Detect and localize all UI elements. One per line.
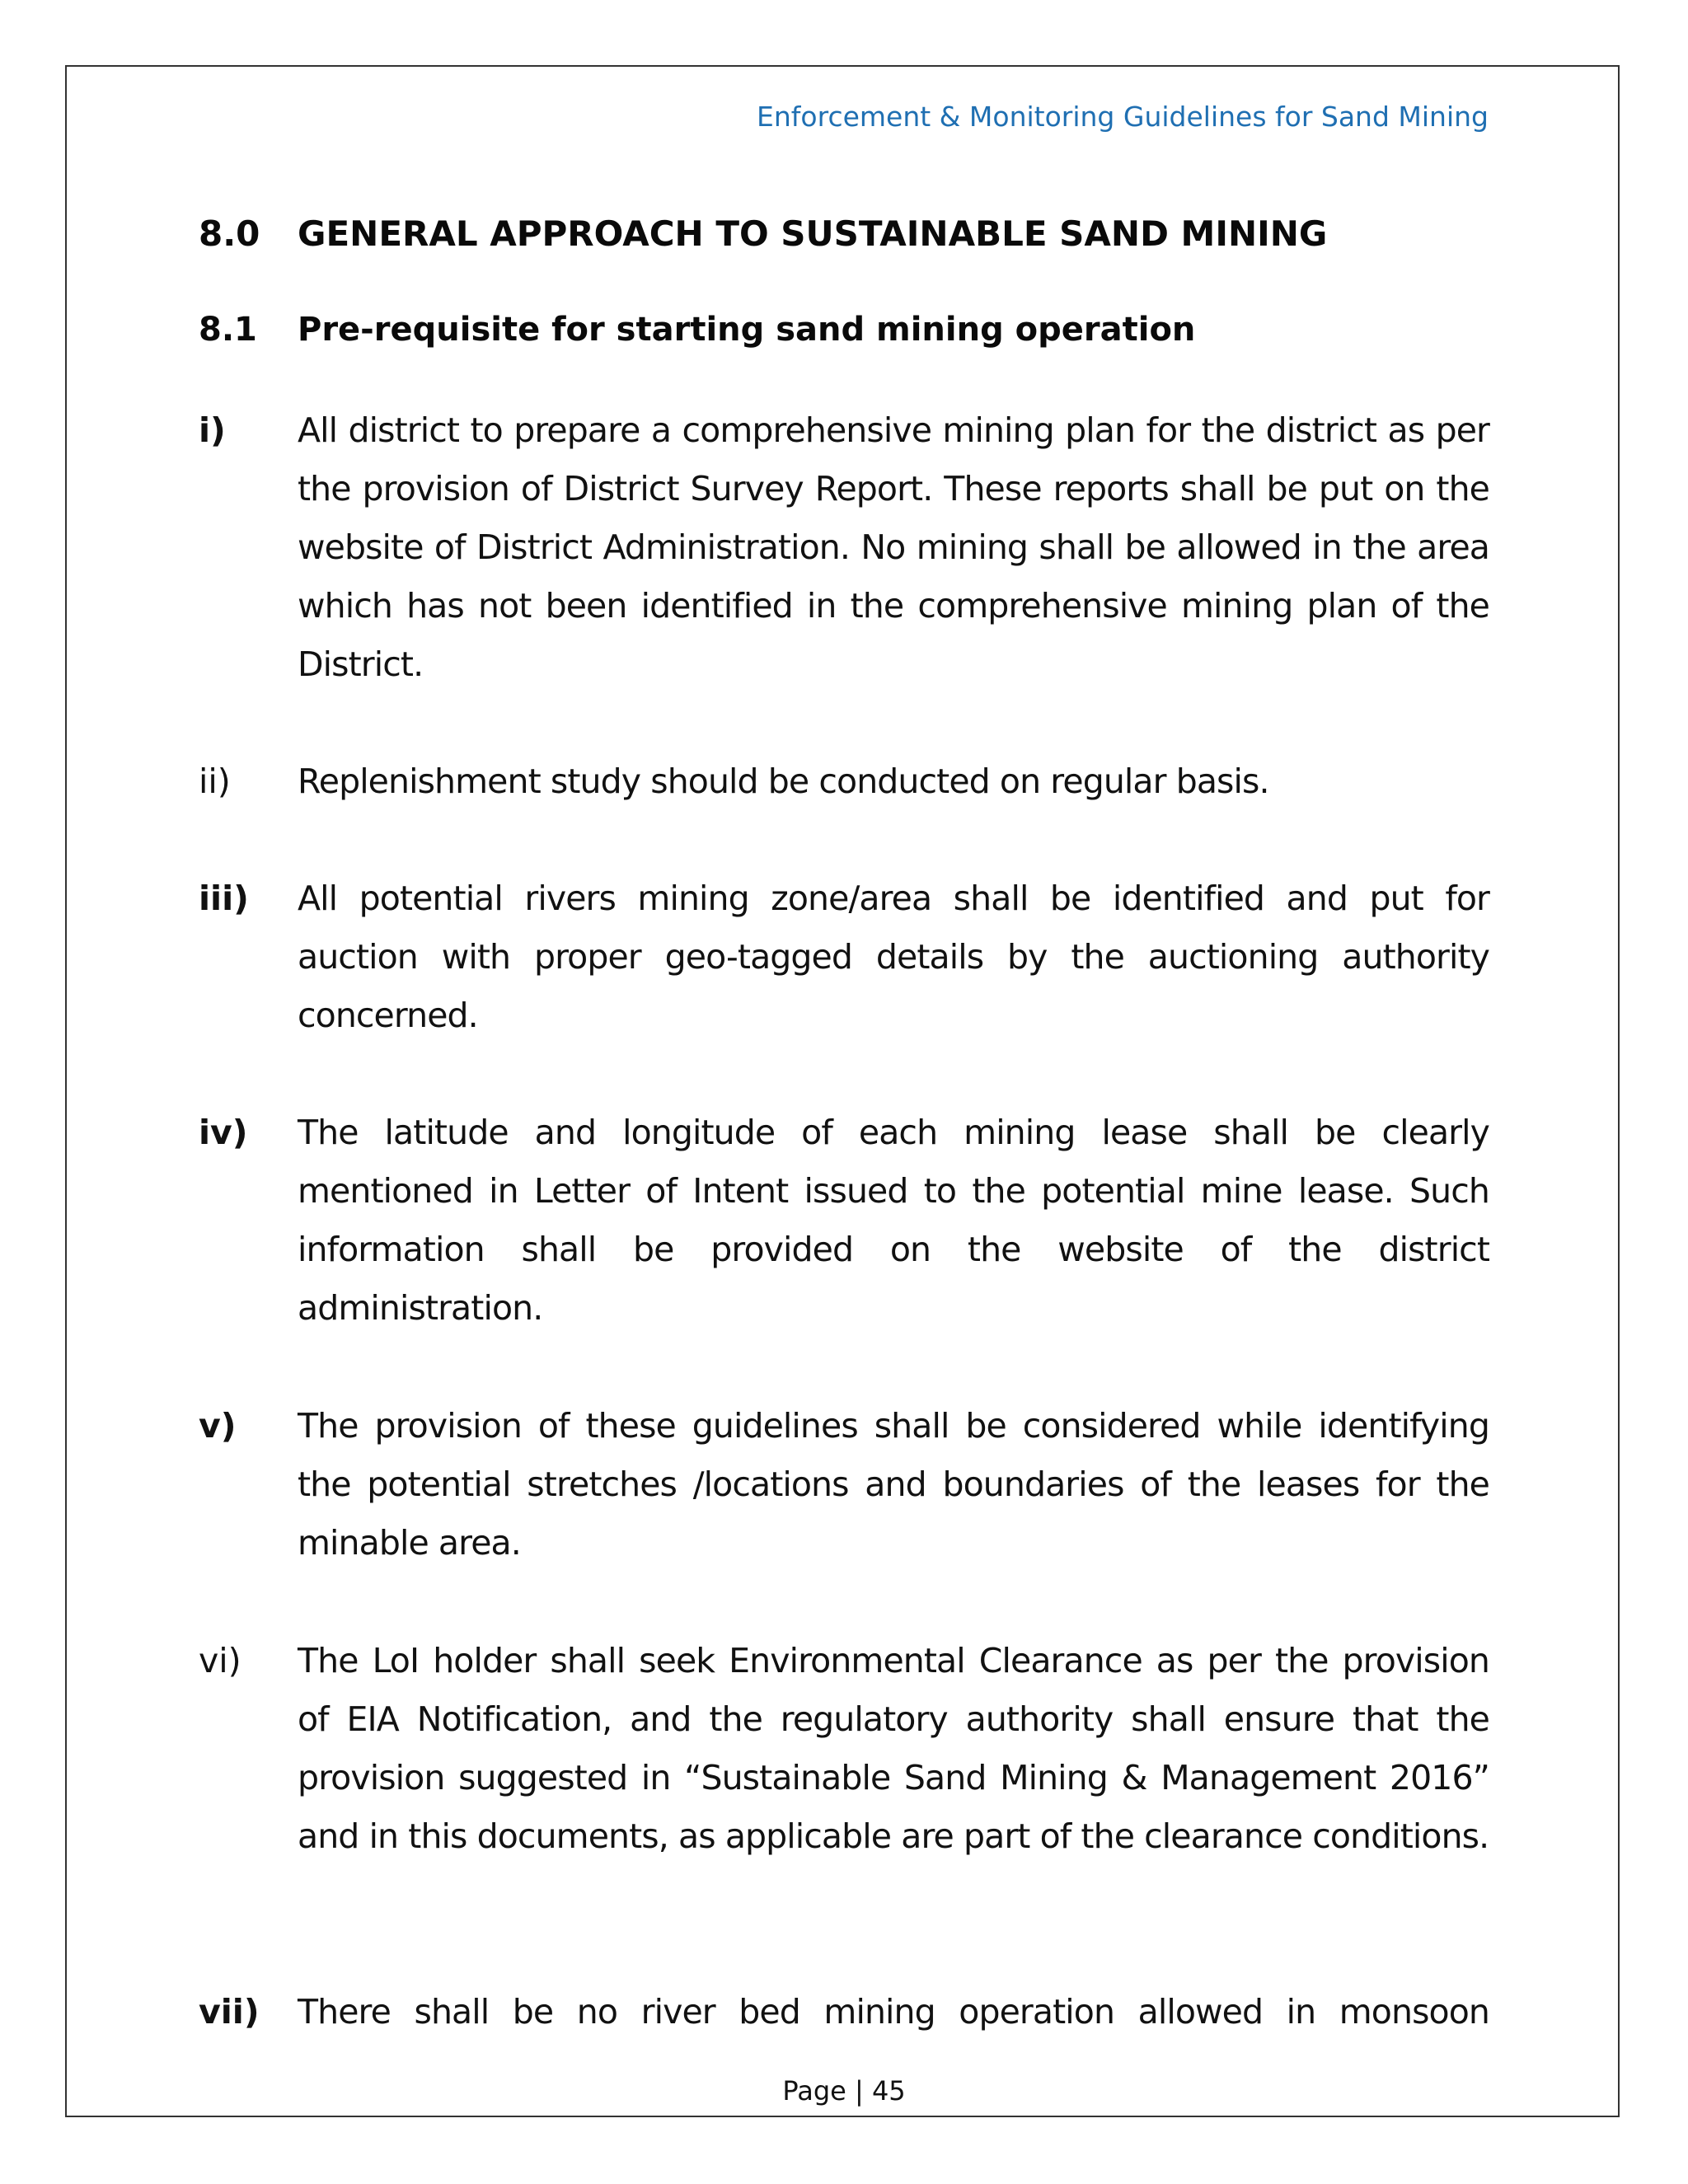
list-item-text: The LoI holder shall seek Environmental Clearance as per the provision of EIA Notification, and the regulatory authority shall ensure that the provision suggested in “Sustainable Sand Mining & Management 2016” and in this documents, as applicable are part of the clearance conditions. [298, 1641, 1489, 1856]
list-item-text: There shall be no river bed mining operation allowed in monsoon [298, 1992, 1489, 2032]
list-item [199, 1397, 1489, 1572]
list-item [199, 401, 1489, 694]
list-item [199, 1632, 1489, 1866]
running-header: Enforcement & Monitoring Guidelines for Sand Mining [757, 101, 1489, 133]
list-item-marker: i) [199, 410, 226, 450]
list-item-text: All potential rivers mining zone/area shall be identified and put for auction with proper geo-tagged details by the auctioning authority concerned. [298, 879, 1489, 1035]
list-item-text: The latitude and longitude of each mining lease shall be clearly mentioned in Letter of Intent issued to the potential mine lease. Such information shall be provided on the website of the district administration. [298, 1113, 1489, 1328]
list-item-marker: v) [199, 1406, 237, 1446]
list-item [199, 1104, 1489, 1338]
subsection-number: 8.1 [199, 311, 257, 349]
list-item [199, 869, 1489, 1045]
list-item-marker: iv) [199, 1113, 248, 1152]
subsection-title: Pre-requisite for starting sand mining operation [298, 311, 1196, 349]
page-number: Page | 45 [782, 2075, 906, 2107]
list-item-text: The provision of these guidelines shall be considered while identifying the potential stretches /locations and boundaries of the leases for the minable area. [298, 1406, 1489, 1563]
section-number: 8.0 [199, 213, 260, 254]
list-item-marker: ii) [199, 762, 231, 801]
list-item-marker: iii) [199, 879, 249, 918]
list-item [199, 752, 1489, 811]
section-title: GENERAL APPROACH TO SUSTAINABLE SAND MINING [298, 213, 1328, 254]
list-item-text: All district to prepare a comprehensive mining plan for the district as per the provision of District Survey Report. These reports shall be put on the website of District Administration. No mining shall be allowed in the area which has not been identified in the comprehensive mining plan of the District. [298, 410, 1489, 684]
list-item-marker: vii) [199, 1992, 260, 2032]
list-item-marker: vi) [199, 1641, 241, 1680]
list-item [199, 1983, 1489, 2041]
list-item-text: Replenishment study should be conducted on regular basis. [298, 762, 1269, 801]
